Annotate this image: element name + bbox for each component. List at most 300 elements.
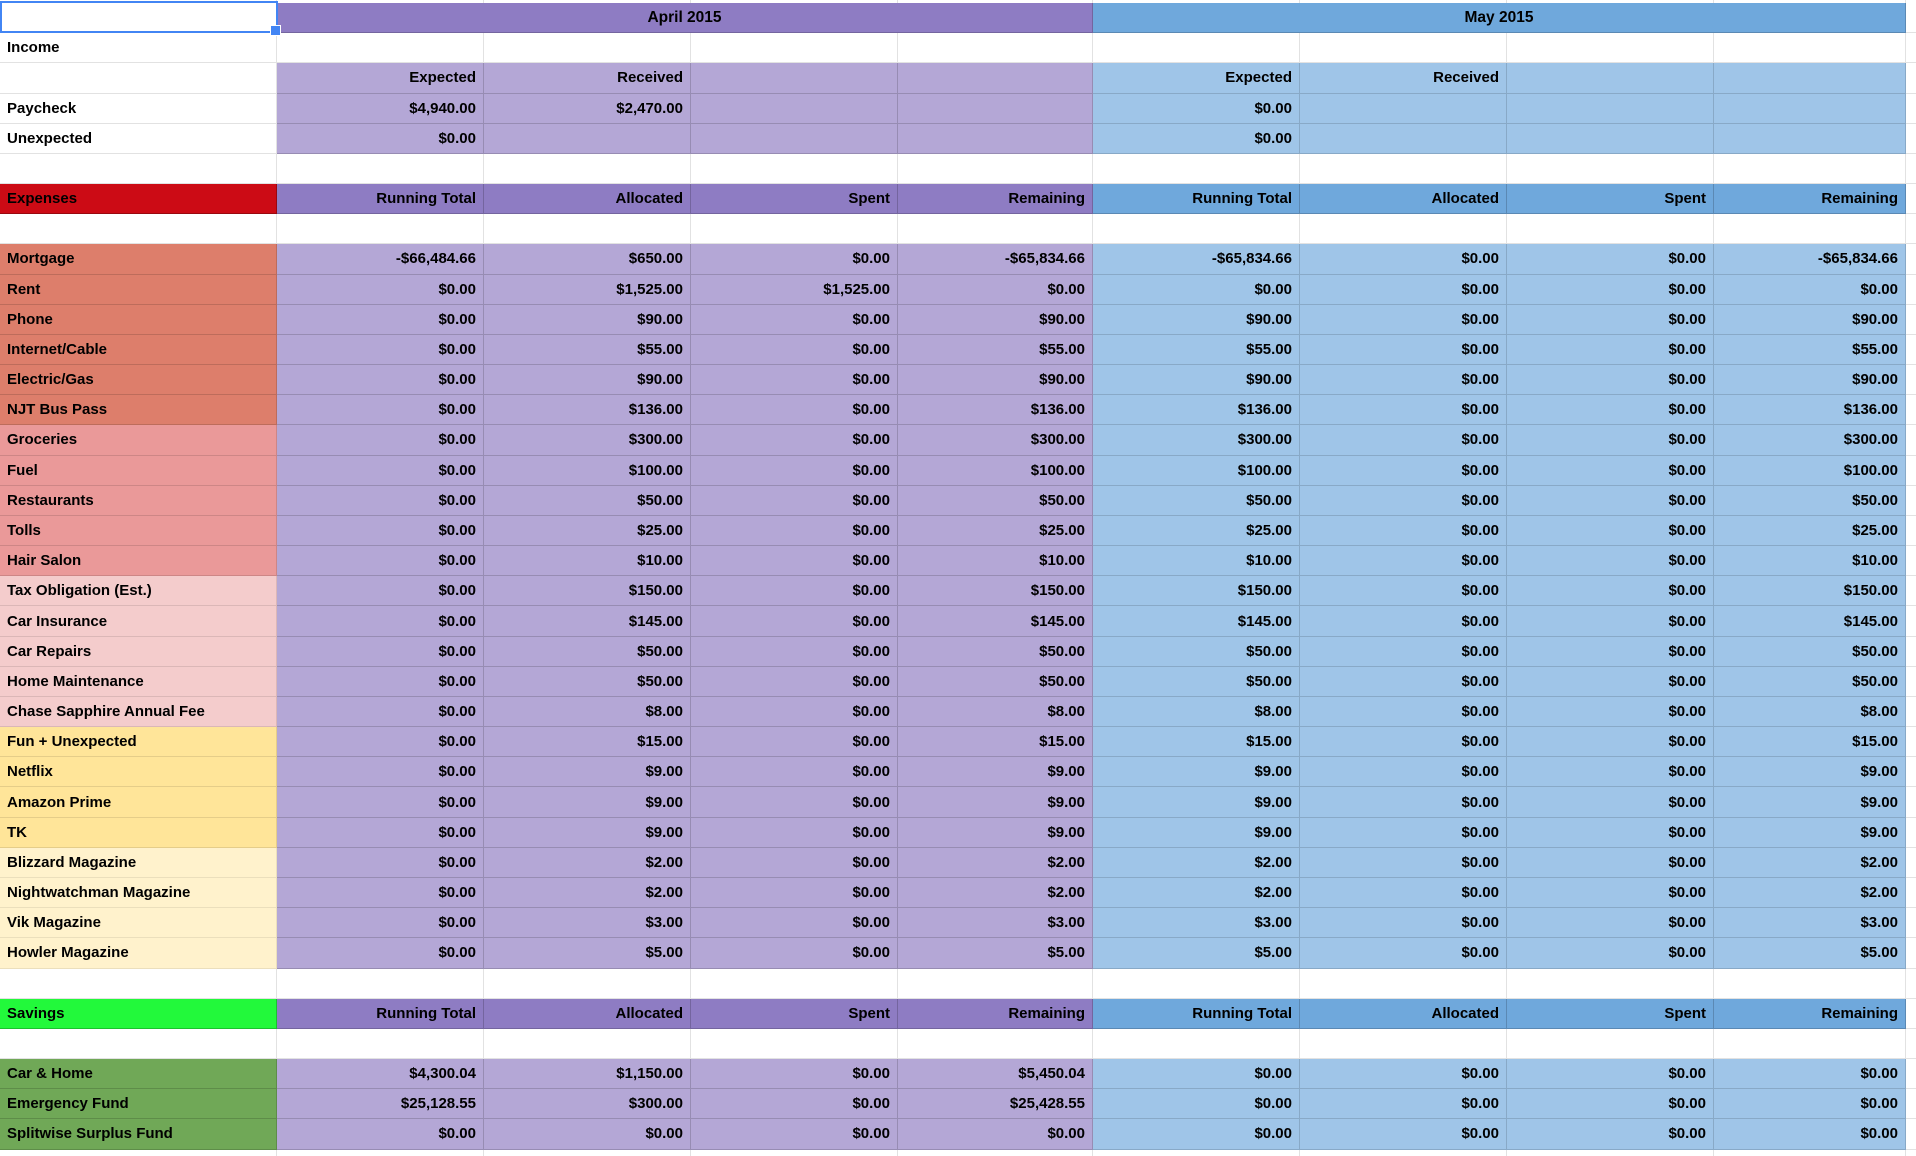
value-cell[interactable]: $0.00 [1300,667,1507,697]
value-cell[interactable]: $0.00 [1714,275,1906,305]
row-label[interactable]: Rent [0,275,277,305]
value-cell[interactable]: $50.00 [1093,637,1300,667]
blank-cell[interactable] [1714,1029,1906,1059]
month-header-may[interactable]: May 2015 [1093,3,1906,33]
row-label[interactable]: Fuel [0,456,277,486]
row-label[interactable]: Chase Sapphire Annual Fee [0,697,277,727]
row-label[interactable]: NJT Bus Pass [0,395,277,425]
value-cell[interactable]: $90.00 [898,365,1093,395]
value-cell[interactable]: $300.00 [1093,425,1300,455]
empty-cell[interactable] [898,94,1093,124]
empty-cell[interactable] [1507,94,1714,124]
value-cell[interactable]: $300.00 [484,1089,691,1119]
value-cell[interactable]: $9.00 [898,757,1093,787]
value-cell[interactable]: $145.00 [1093,606,1300,636]
value-cell[interactable]: $0.00 [691,757,898,787]
blank-cell[interactable] [898,969,1093,999]
value-cell[interactable]: $0.00 [277,818,484,848]
blank-label-cell[interactable] [0,1029,277,1059]
value-cell[interactable]: $2.00 [1714,878,1906,908]
value-cell[interactable]: $1,150.00 [484,1059,691,1089]
value-cell[interactable]: -$65,834.66 [898,244,1093,274]
value-cell[interactable]: $0.00 [691,818,898,848]
blank-cell[interactable] [484,154,691,184]
value-cell[interactable]: $0.00 [1714,1119,1906,1149]
value-cell[interactable]: $0.00 [691,305,898,335]
value-cell[interactable]: $0.00 [277,305,484,335]
value-cell[interactable]: $0.00 [277,697,484,727]
row-label[interactable]: Electric/Gas [0,365,277,395]
value-cell[interactable]: $136.00 [1714,395,1906,425]
value-cell[interactable]: $10.00 [898,546,1093,576]
value-cell[interactable]: $0.00 [277,576,484,606]
value-cell[interactable]: $300.00 [1714,425,1906,455]
blank-cell[interactable] [1300,33,1507,63]
blank-cell[interactable] [1507,33,1714,63]
value-cell[interactable]: $0.00 [277,456,484,486]
row-label[interactable]: Car & Home [0,1059,277,1089]
value-cell[interactable]: $0.00 [1507,878,1714,908]
value-cell[interactable]: $0.00 [1300,908,1507,938]
column-header[interactable]: Received [484,63,691,93]
row-label[interactable]: Phone [0,305,277,335]
value-cell[interactable]: $2.00 [898,878,1093,908]
value-cell[interactable]: $55.00 [1714,335,1906,365]
value-cell[interactable]: $0.00 [691,697,898,727]
value-cell[interactable]: $0.00 [1507,275,1714,305]
value-cell[interactable]: $8.00 [1093,697,1300,727]
value-cell[interactable]: $15.00 [898,727,1093,757]
value-cell[interactable]: $0.00 [277,486,484,516]
value-cell[interactable]: $0.00 [1507,365,1714,395]
blank-cell[interactable] [1300,969,1507,999]
value-cell[interactable]: $1,525.00 [484,275,691,305]
blank-cell[interactable] [1093,1029,1300,1059]
value-cell[interactable]: $0.00 [277,938,484,968]
blank-cell[interactable] [277,1029,484,1059]
value-cell[interactable]: $90.00 [1714,365,1906,395]
value-cell[interactable]: $0.00 [1300,335,1507,365]
value-cell[interactable]: $0.00 [1300,1089,1507,1119]
blank-cell[interactable] [1507,154,1714,184]
value-cell[interactable]: $0.00 [1507,787,1714,817]
value-cell[interactable]: $25,428.55 [898,1089,1093,1119]
value-cell[interactable]: $0.00 [691,637,898,667]
value-cell[interactable]: $0.00 [691,727,898,757]
value-cell[interactable]: $5.00 [898,938,1093,968]
column-header[interactable]: Remaining [1714,999,1906,1029]
value-cell[interactable]: $2.00 [484,878,691,908]
value-cell[interactable] [1300,94,1507,124]
value-cell[interactable]: $9.00 [1714,757,1906,787]
blank-cell[interactable] [1093,154,1300,184]
value-cell[interactable]: $145.00 [898,606,1093,636]
blank-cell[interactable] [1714,969,1906,999]
column-header[interactable]: Spent [1507,184,1714,214]
value-cell[interactable]: $0.00 [691,516,898,546]
value-cell[interactable]: $300.00 [898,425,1093,455]
value-cell[interactable]: $0.00 [1300,757,1507,787]
row-label[interactable]: Emergency Fund [0,1089,277,1119]
row-label[interactable]: Paycheck [0,94,277,124]
value-cell[interactable]: $0.00 [277,546,484,576]
blank-cell[interactable] [277,969,484,999]
blank-label-cell[interactable] [0,969,277,999]
value-cell[interactable]: $0.00 [1300,938,1507,968]
empty-cell[interactable] [898,63,1093,93]
value-cell[interactable]: $0.00 [277,908,484,938]
value-cell[interactable]: $0.00 [691,1089,898,1119]
value-cell[interactable]: $50.00 [484,486,691,516]
value-cell[interactable]: $55.00 [484,335,691,365]
value-cell[interactable]: $0.00 [1300,305,1507,335]
value-cell[interactable]: $50.00 [1714,486,1906,516]
blank-cell[interactable] [1714,33,1906,63]
blank-label-cell[interactable] [0,214,277,244]
value-cell[interactable]: $0.00 [691,848,898,878]
value-cell[interactable]: $9.00 [484,757,691,787]
value-cell[interactable]: $1,525.00 [691,275,898,305]
month-header-april[interactable]: April 2015 [277,3,1093,33]
value-cell[interactable]: $0.00 [1300,546,1507,576]
blank-cell[interactable] [898,33,1093,63]
value-cell[interactable]: $0.00 [691,365,898,395]
value-cell[interactable]: $50.00 [484,667,691,697]
fill-handle[interactable] [270,25,281,36]
value-cell[interactable] [484,124,691,154]
value-cell[interactable]: $0.00 [277,757,484,787]
row-label[interactable]: Amazon Prime [0,787,277,817]
column-header[interactable]: Expected [277,63,484,93]
value-cell[interactable]: $0.00 [1300,244,1507,274]
value-cell[interactable]: $0.00 [1507,697,1714,727]
value-cell[interactable]: $50.00 [898,486,1093,516]
blank-cell[interactable] [1093,969,1300,999]
row-label[interactable]: Splitwise Surplus Fund [0,1119,277,1149]
value-cell[interactable]: $0.00 [1300,606,1507,636]
value-cell[interactable]: $100.00 [484,456,691,486]
value-cell[interactable]: $0.00 [691,1059,898,1089]
value-cell[interactable]: $90.00 [1714,305,1906,335]
value-cell[interactable]: $0.00 [1507,637,1714,667]
value-cell[interactable]: $0.00 [484,1119,691,1149]
value-cell[interactable]: $0.00 [277,667,484,697]
value-cell[interactable]: $0.00 [1507,1089,1714,1119]
column-header[interactable]: Spent [691,184,898,214]
value-cell[interactable]: $9.00 [1714,818,1906,848]
row-label[interactable]: TK [0,818,277,848]
row-label[interactable]: Mortgage [0,244,277,274]
value-cell[interactable]: $0.00 [277,335,484,365]
column-header[interactable]: Spent [1507,999,1714,1029]
row-label[interactable]: Blizzard Magazine [0,848,277,878]
value-cell[interactable]: $8.00 [484,697,691,727]
selected-cell-a1[interactable] [0,1,278,33]
blank-cell[interactable] [277,33,484,63]
row-label[interactable]: Internet/Cable [0,335,277,365]
value-cell[interactable]: $0.00 [1507,908,1714,938]
value-cell[interactable]: $0.00 [277,727,484,757]
column-header[interactable]: Running Total [1093,184,1300,214]
value-cell[interactable]: $3.00 [898,908,1093,938]
value-cell[interactable]: $0.00 [1300,395,1507,425]
value-cell[interactable]: $0.00 [691,486,898,516]
value-cell[interactable]: $0.00 [1507,486,1714,516]
value-cell[interactable]: -$65,834.66 [1714,244,1906,274]
value-cell[interactable]: $0.00 [1507,425,1714,455]
value-cell[interactable]: $150.00 [898,576,1093,606]
blank-cell[interactable] [1093,33,1300,63]
value-cell[interactable]: $0.00 [1300,486,1507,516]
blank-cell[interactable] [1300,214,1507,244]
value-cell[interactable]: $0.00 [691,938,898,968]
value-cell[interactable]: $0.00 [1093,1089,1300,1119]
blank-cell[interactable] [1507,969,1714,999]
column-header[interactable]: Received [1300,63,1507,93]
value-cell[interactable]: $3.00 [1714,908,1906,938]
value-cell[interactable]: $0.00 [691,576,898,606]
value-cell[interactable]: $25.00 [1714,516,1906,546]
row-label[interactable]: Unexpected [0,124,277,154]
value-cell[interactable]: $15.00 [1093,727,1300,757]
value-cell[interactable]: $15.00 [1714,727,1906,757]
value-cell[interactable]: $0.00 [691,546,898,576]
column-header[interactable]: Remaining [898,999,1093,1029]
value-cell[interactable]: $0.00 [1507,456,1714,486]
value-cell[interactable]: $3.00 [484,908,691,938]
value-cell[interactable]: $136.00 [484,395,691,425]
value-cell[interactable]: $0.00 [1507,1059,1714,1089]
value-cell[interactable]: $300.00 [484,425,691,455]
blank-cell[interactable] [691,969,898,999]
column-header[interactable]: Remaining [1714,184,1906,214]
value-cell[interactable]: $0.00 [1093,94,1300,124]
column-header[interactable]: Expected [1093,63,1300,93]
blank-cell[interactable] [1714,214,1906,244]
blank-cell[interactable] [484,1029,691,1059]
value-cell[interactable]: $50.00 [898,667,1093,697]
value-cell[interactable]: $8.00 [898,697,1093,727]
value-cell[interactable]: $0.00 [277,425,484,455]
blank-cell[interactable] [691,154,898,184]
row-label[interactable]: Tax Obligation (Est.) [0,576,277,606]
value-cell[interactable]: $0.00 [1300,637,1507,667]
blank-cell[interactable] [691,214,898,244]
value-cell[interactable]: $25.00 [484,516,691,546]
value-cell[interactable]: $0.00 [277,395,484,425]
row-label[interactable]: Tolls [0,516,277,546]
value-cell[interactable]: $0.00 [1507,1119,1714,1149]
row-label[interactable]: Home Maintenance [0,667,277,697]
value-cell[interactable]: $0.00 [1507,335,1714,365]
column-header[interactable]: Spent [691,999,898,1029]
row-label[interactable]: Nightwatchman Magazine [0,878,277,908]
value-cell[interactable]: $0.00 [1507,848,1714,878]
value-cell[interactable]: $0.00 [1300,576,1507,606]
value-cell[interactable]: $9.00 [1093,757,1300,787]
value-cell[interactable]: $136.00 [898,395,1093,425]
value-cell[interactable]: $100.00 [898,456,1093,486]
value-cell[interactable]: $0.00 [1093,1059,1300,1089]
value-cell[interactable]: $0.00 [277,516,484,546]
value-cell[interactable]: $0.00 [1300,697,1507,727]
column-header[interactable]: Running Total [277,184,484,214]
value-cell[interactable]: $0.00 [1300,425,1507,455]
column-header[interactable]: Allocated [1300,184,1507,214]
row-label[interactable]: Groceries [0,425,277,455]
value-cell[interactable]: $0.00 [691,395,898,425]
row-label[interactable]: Howler Magazine [0,938,277,968]
value-cell[interactable]: $0.00 [1507,727,1714,757]
empty-cell[interactable] [691,63,898,93]
value-cell[interactable]: $50.00 [484,637,691,667]
value-cell[interactable]: $10.00 [1714,546,1906,576]
value-cell[interactable]: $50.00 [1093,486,1300,516]
value-cell[interactable]: $9.00 [898,787,1093,817]
value-cell[interactable]: $150.00 [484,576,691,606]
value-cell[interactable]: $150.00 [1714,576,1906,606]
empty-cell[interactable] [1714,94,1906,124]
value-cell[interactable]: $0.00 [1714,1059,1906,1089]
value-cell[interactable]: $0.00 [1300,848,1507,878]
value-cell[interactable]: $0.00 [1300,878,1507,908]
column-header[interactable]: Remaining [898,184,1093,214]
value-cell[interactable]: $0.00 [1300,787,1507,817]
blank-cell[interactable] [484,969,691,999]
blank-cell[interactable] [1300,154,1507,184]
blank-cell[interactable] [1714,154,1906,184]
value-cell[interactable]: $0.00 [277,787,484,817]
blank-cell[interactable] [1507,214,1714,244]
empty-cell[interactable] [1714,63,1906,93]
blank-cell[interactable] [898,154,1093,184]
value-cell[interactable]: $90.00 [1093,305,1300,335]
value-cell[interactable]: $0.00 [1300,516,1507,546]
blank-cell[interactable] [691,33,898,63]
value-cell[interactable]: $50.00 [1714,637,1906,667]
value-cell[interactable]: $0.00 [1300,727,1507,757]
value-cell[interactable]: $0.00 [1507,606,1714,636]
value-cell[interactable]: $0.00 [277,606,484,636]
value-cell[interactable]: $0.00 [1507,244,1714,274]
value-cell[interactable]: $0.00 [277,878,484,908]
value-cell[interactable]: $2.00 [484,848,691,878]
value-cell[interactable]: $0.00 [1507,938,1714,968]
value-cell[interactable]: $0.00 [1507,546,1714,576]
blank-cell[interactable] [1093,214,1300,244]
column-header[interactable]: Allocated [484,999,691,1029]
value-cell[interactable]: $145.00 [484,606,691,636]
value-cell[interactable]: $0.00 [1507,576,1714,606]
value-cell[interactable]: $2.00 [1093,848,1300,878]
blank-label-cell[interactable] [0,63,277,93]
value-cell[interactable]: $2.00 [1093,878,1300,908]
value-cell[interactable]: $50.00 [1093,667,1300,697]
value-cell[interactable]: $4,300.04 [277,1059,484,1089]
blank-cell[interactable] [277,214,484,244]
blank-cell[interactable] [484,214,691,244]
row-label[interactable]: Car Repairs [0,637,277,667]
section-header-expenses[interactable]: Expenses [0,184,277,214]
empty-cell[interactable] [691,124,898,154]
value-cell[interactable]: -$66,484.66 [277,244,484,274]
value-cell[interactable]: $0.00 [1300,1059,1507,1089]
value-cell[interactable]: $5.00 [484,938,691,968]
section-header-income[interactable]: Income [0,33,277,63]
value-cell[interactable]: $0.00 [691,908,898,938]
value-cell[interactable]: $50.00 [898,637,1093,667]
blank-cell[interactable] [898,214,1093,244]
value-cell[interactable]: $0.00 [1093,124,1300,154]
value-cell[interactable]: $5.00 [1093,938,1300,968]
value-cell[interactable]: $0.00 [691,667,898,697]
value-cell[interactable]: $0.00 [277,275,484,305]
value-cell[interactable]: $90.00 [1093,365,1300,395]
value-cell[interactable]: $25,128.55 [277,1089,484,1119]
value-cell[interactable]: $0.00 [691,456,898,486]
value-cell[interactable]: $0.00 [691,878,898,908]
value-cell[interactable]: $2.00 [1714,848,1906,878]
value-cell[interactable]: $55.00 [898,335,1093,365]
value-cell[interactable]: $10.00 [1093,546,1300,576]
value-cell[interactable]: $0.00 [1300,456,1507,486]
value-cell[interactable]: $2,470.00 [484,94,691,124]
value-cell[interactable]: $0.00 [691,787,898,817]
value-cell[interactable]: $0.00 [1507,818,1714,848]
blank-cell[interactable] [1300,1029,1507,1059]
empty-cell[interactable] [898,124,1093,154]
value-cell[interactable]: $0.00 [277,365,484,395]
row-label[interactable]: Netflix [0,757,277,787]
value-cell[interactable]: $0.00 [691,244,898,274]
column-header[interactable]: Running Total [277,999,484,1029]
value-cell[interactable]: $0.00 [1093,1119,1300,1149]
value-cell[interactable]: $90.00 [484,305,691,335]
value-cell[interactable]: $0.00 [1507,757,1714,787]
value-cell[interactable]: $3.00 [1093,908,1300,938]
value-cell[interactable]: $0.00 [277,124,484,154]
value-cell[interactable]: $0.00 [1300,818,1507,848]
blank-cell[interactable] [691,1029,898,1059]
column-header[interactable]: Allocated [484,184,691,214]
value-cell[interactable]: $0.00 [691,1119,898,1149]
value-cell[interactable]: $100.00 [1714,456,1906,486]
value-cell[interactable]: $4,940.00 [277,94,484,124]
value-cell[interactable]: $0.00 [277,637,484,667]
value-cell[interactable]: $0.00 [898,1119,1093,1149]
value-cell[interactable]: $0.00 [691,425,898,455]
value-cell[interactable]: $9.00 [1093,818,1300,848]
value-cell[interactable]: $0.00 [1507,667,1714,697]
empty-cell[interactable] [1507,124,1714,154]
blank-cell[interactable] [1507,1029,1714,1059]
value-cell[interactable]: $0.00 [898,275,1093,305]
value-cell[interactable]: $0.00 [1093,275,1300,305]
value-cell[interactable]: $50.00 [1714,667,1906,697]
value-cell[interactable]: $15.00 [484,727,691,757]
blank-label-cell[interactable] [0,154,277,184]
value-cell[interactable]: $100.00 [1093,456,1300,486]
value-cell[interactable]: $0.00 [1507,395,1714,425]
empty-cell[interactable] [1714,124,1906,154]
value-cell[interactable]: $2.00 [898,848,1093,878]
blank-cell[interactable] [484,33,691,63]
value-cell[interactable]: $0.00 [691,335,898,365]
value-cell[interactable]: $0.00 [691,606,898,636]
value-cell[interactable]: $0.00 [277,1119,484,1149]
value-cell[interactable]: $90.00 [484,365,691,395]
value-cell[interactable]: $5.00 [1714,938,1906,968]
